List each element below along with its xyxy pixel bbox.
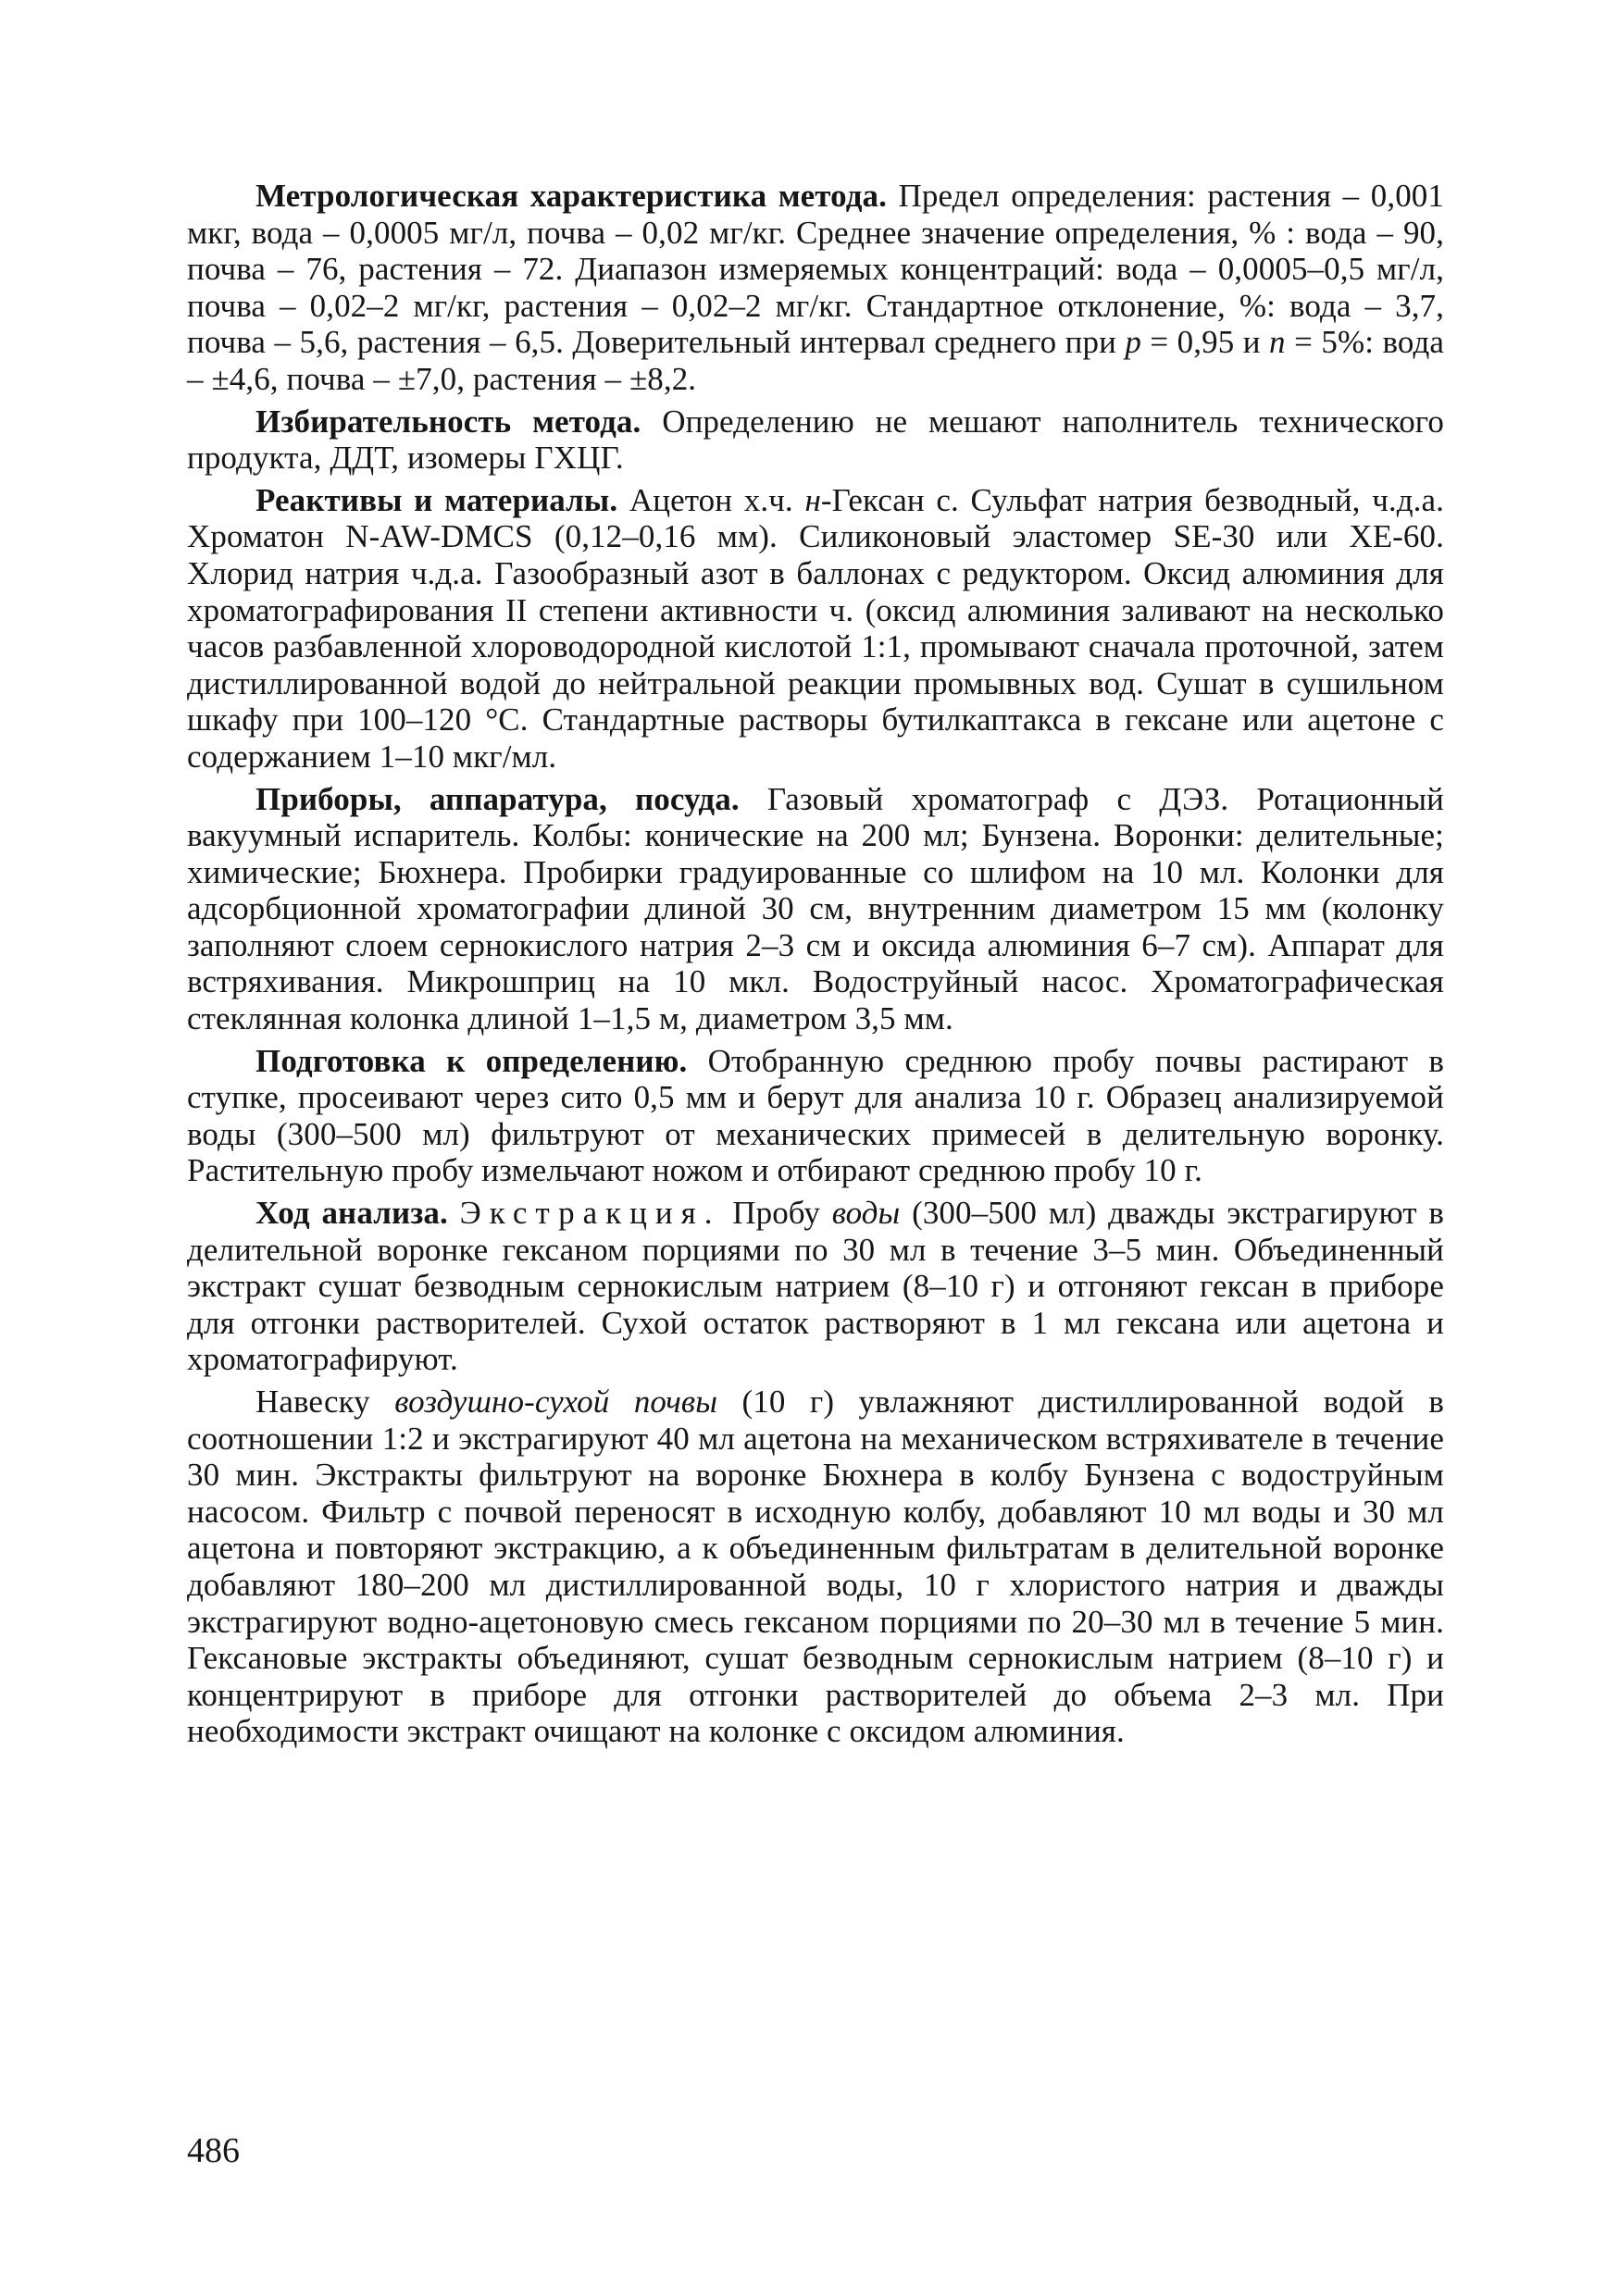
paragraph-equipment [187, 781, 1444, 1037]
equipment-text: Газовый хроматограф с ДЭЗ. Ротационный вакуумный испаритель. Колбы: конические на 200 мл; Бунзена. Воронки: делительные; химические; Бюхнера. Пробирки градуированные со шлифом на 10 мл. Колонки для адсорбционной хроматографии длиной 30 см, внутренним диаметром 15 мм (колонку заполняют слоем сернокислого натрия 2–3 см и оксида алюминия 6–7 см). Аппарат для встряхивания. Микрошприц на 10 мкл. Водоструйный насос. Хроматографическая стеклянная колонка длиной 1–1,5 м, диаметром 3,5 мм. [187, 780, 1444, 1037]
heading-selectivity: Избирательность метода. [255, 403, 641, 440]
paragraph-preparation [187, 1043, 1444, 1189]
subheading-extraction: Экстракция. [459, 1195, 721, 1232]
heading-reagents: Реактивы и материалы. [255, 481, 618, 518]
paragraph-soil [187, 1384, 1444, 1750]
heading-metrology: Метрологическая характеристика метода. [255, 178, 887, 214]
page-body [187, 178, 1444, 1756]
variable-n: n [1269, 324, 1286, 361]
paragraph-reagents [187, 482, 1444, 776]
analysis-italic-water: воды [831, 1195, 901, 1232]
soil-text-1: Навеску [255, 1384, 395, 1420]
metrology-p-value: = 0,95 и [1140, 324, 1270, 361]
heading-preparation: Подготовка к определению. [255, 1042, 688, 1079]
reagents-text-2: -Гексан с. Сульфат натрия безводный, ч.д.а. Хроматон N-AW-DMCS (0,12–0,16 мм). Силиконовый эластомер SE-30 или XE-60. Хлорид натрия ч.д.а. Газообразный азот в баллонах с редуктором. Оксид алюминия для хроматографирования II степени активности ч. (оксид алюминия заливают на несколько часов разбавленной хлороводородной кислотой 1:1, промывают сначала проточной, затем дистиллированной водой до нейтральной реакции промывных вод. Сушат в сушильном шкафу при 100–120 °С. Стандартные растворы бутилкаптакса в гексане или ацетоне с содержанием 1–10 мкг/мл. [187, 481, 1444, 775]
paragraph-analysis [187, 1195, 1444, 1378]
selectivity-text: Определению не мешают наполнитель технического продукта, ДДТ, изомеры ГХЦГ. [187, 403, 1444, 477]
variable-p: p [1125, 324, 1141, 361]
analysis-text-2: (300–500 мл) дважды экстрагируют в делительной воронке гексаном порциями по 30 мл в течение 3–5 мин. Объединенный экстракт сушат безводным сернокислым натрием (8–10 г) и отгоняют гексан в приборе для отгонки растворителей. Сухой остаток растворяют в 1 мл гексана или ацетона и хроматографируют. [187, 1195, 1445, 1378]
paragraph-selectivity [187, 403, 1444, 477]
metrology-text-end: = 5%: вода – ±4,6, почва – ±7,0, растения – ±8,2. [187, 324, 1444, 397]
page-number: 486 [187, 2131, 240, 2170]
analysis-text-1: Пробу [720, 1195, 832, 1232]
heading-analysis: Ход анализа. [255, 1195, 448, 1232]
paragraph-metrology [187, 178, 1444, 398]
reagents-n-prefix: н [804, 481, 821, 518]
heading-equipment: Приборы, аппаратура, посуда. [255, 780, 740, 817]
preparation-text: Отобранную среднюю пробу почвы растирают в ступке, просеивают через сито 0,5 мм и берут для анализа 10 г. Образец анализируемой воды (300–500 мл) фильтруют от механических примесей в делительную воронку. Растительную пробу измельчают ножом и отбирают среднюю пробу 10 г. [187, 1042, 1444, 1189]
metrology-text: Предел определения: растения – 0,001 мкг, вода – 0,0005 мг/л, почва – 0,02 мг/кг. Среднее значение определения, % : вода – 90, почва – 76, растения – 72. Диапазон измеряемых концентраций: вода – 0,0005–0,5 мг/л, почва – 0,02–2 мг/кг, растения – 0,02–2 мг/кг. Стандартное отклонение, %: вода – 3,7, почва – 5,6, растения – 6,5. Доверительный интервал среднего при [187, 178, 1444, 361]
soil-text-2: (10 г) увлажняют дистиллированной водой в соотношении 1:2 и экстрагируют 40 мл ацетона на механическом встряхивателе в течение 30 мин. Экстракты фильтруют на воронке Бюхнера в колбу Бунзена с водоструйным насосом. Фильтр с почвой переносят в исходную колбу, добавляют 10 мл воды и 30 мл ацетона и повторяют экстракцию, а к объединенным фильтратам в делительной воронке добавляют 180–200 мл дистиллированной воды, 10 г хлористого натрия и дважды экстрагируют водно-ацетоновую смесь гексаном порциями по 20–30 мл в течение 5 мин. Гексановые экстракты объединяют, сушат безводным сернокислым натрием (8–10 г) и концентрируют в приборе для отгонки растворителей до объема 2–3 мл. При необходимости экстракт очищают на колонке с оксидом алюминия. [187, 1384, 1444, 1750]
reagents-text-1: Ацетон х.ч. [617, 481, 805, 518]
soil-italic: воздушно-сухой почвы [394, 1384, 718, 1420]
